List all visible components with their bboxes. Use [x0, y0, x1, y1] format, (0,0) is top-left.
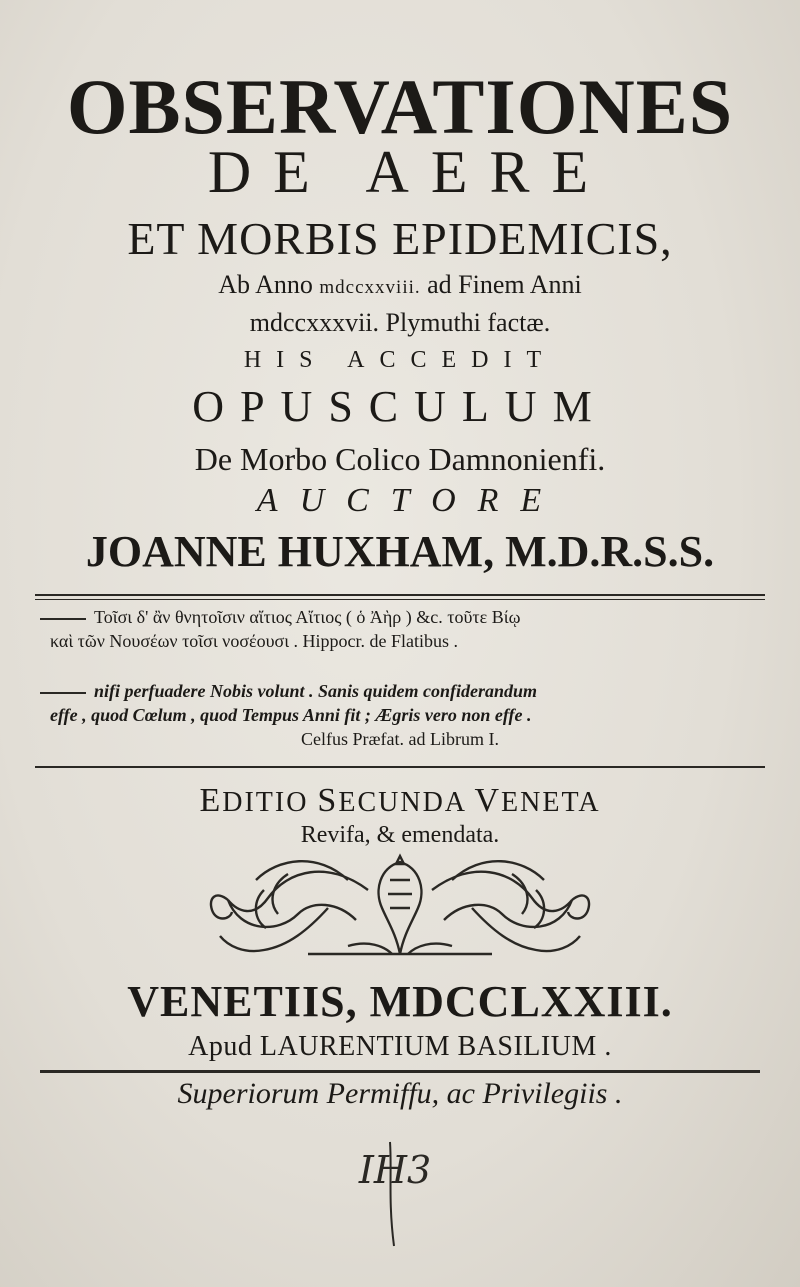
edition-word-2: ECUNDA: [338, 787, 475, 818]
epigraph-greek-line-2: καὶ τῶν Νουσέων τοῖσι νοσέουσι . Hippocr. de Flatibus .: [50, 631, 459, 651]
printers-ornament-icon: [168, 850, 632, 968]
top-rule-thin: [35, 599, 765, 600]
edition-initial-s: S: [317, 782, 339, 819]
title-line-de-aere: DE AERE: [207, 139, 611, 205]
imprint-city-year: VENETIIS, MDCCLXXIII.: [127, 977, 673, 1026]
date-range-start-year: mdccxxviii.: [319, 277, 421, 298]
edition-word-1: DITIO: [222, 787, 318, 818]
top-rule: [35, 594, 765, 596]
date-range-to-label: ad Finem Anni: [427, 270, 582, 299]
epigraph-dash: [40, 692, 86, 694]
epigraph-latin-line-2: effe , quod Cœlum , quod Tempus Anni fit ; Ægris vero non effe .: [50, 705, 532, 725]
opusculum: OPUSCULUM: [192, 382, 608, 431]
author-name: JOANNE HUXHAM, M.D.R.S.S.: [85, 527, 715, 576]
epigraph-attribution: Celfus Præfat. ad Librum I.: [301, 729, 499, 749]
handwritten-shelfmark: [350, 1140, 440, 1250]
shelfmark-text: IH3: [358, 1148, 432, 1192]
imprint-privilege: Superiorum Permiffu, ac Privilegiis .: [177, 1077, 623, 1110]
epigraph-latin-text-1: nifi perfuadere Nobis volunt . Sanis quidem confiderandum: [94, 681, 538, 701]
imprint-printer: Apud LAURENTIUM BASILIUM .: [188, 1031, 612, 1062]
edition-line: [0, 784, 800, 820]
edition-word-3: ENETA: [501, 787, 601, 818]
epigraph-greek-line-1: [40, 606, 765, 628]
revision-line: Revifa, & emendata.: [300, 822, 500, 848]
auctore-label: AUCTORE: [256, 482, 564, 519]
edition-initial-e: E: [199, 782, 223, 819]
subtitle-morbo-colico: De Morbo Colico Damnonienfi.: [194, 441, 606, 477]
his-accedit: HIS ACCEDIT: [243, 347, 557, 373]
title-line-observationes: OBSERVATIONES: [66, 63, 734, 150]
date-range-end-line: mdccxxxvii. Plymuthi factæ.: [249, 308, 551, 337]
title-line-morbis: ET MORBIS EPIDEMICIS,: [127, 213, 673, 264]
imprint-rule: [40, 1070, 760, 1073]
epigraph-dash: [40, 618, 86, 620]
date-range-line: [0, 270, 800, 303]
date-range-from-label: Ab Anno: [218, 270, 313, 299]
bottom-epigraph-rule: [35, 766, 765, 768]
edition-initial-v: V: [474, 782, 502, 819]
epigraph-greek-text-1: Τοῖσι δ' ἂν θνητοῖσιν αἴτιος Αἴτιος ( ὁ Ἀὴρ ) &c. τοῦτε Βίῳ: [94, 607, 521, 627]
epigraph-latin-line-1: [40, 680, 765, 702]
shelfmark-stroke-icon: [350, 1140, 440, 1250]
